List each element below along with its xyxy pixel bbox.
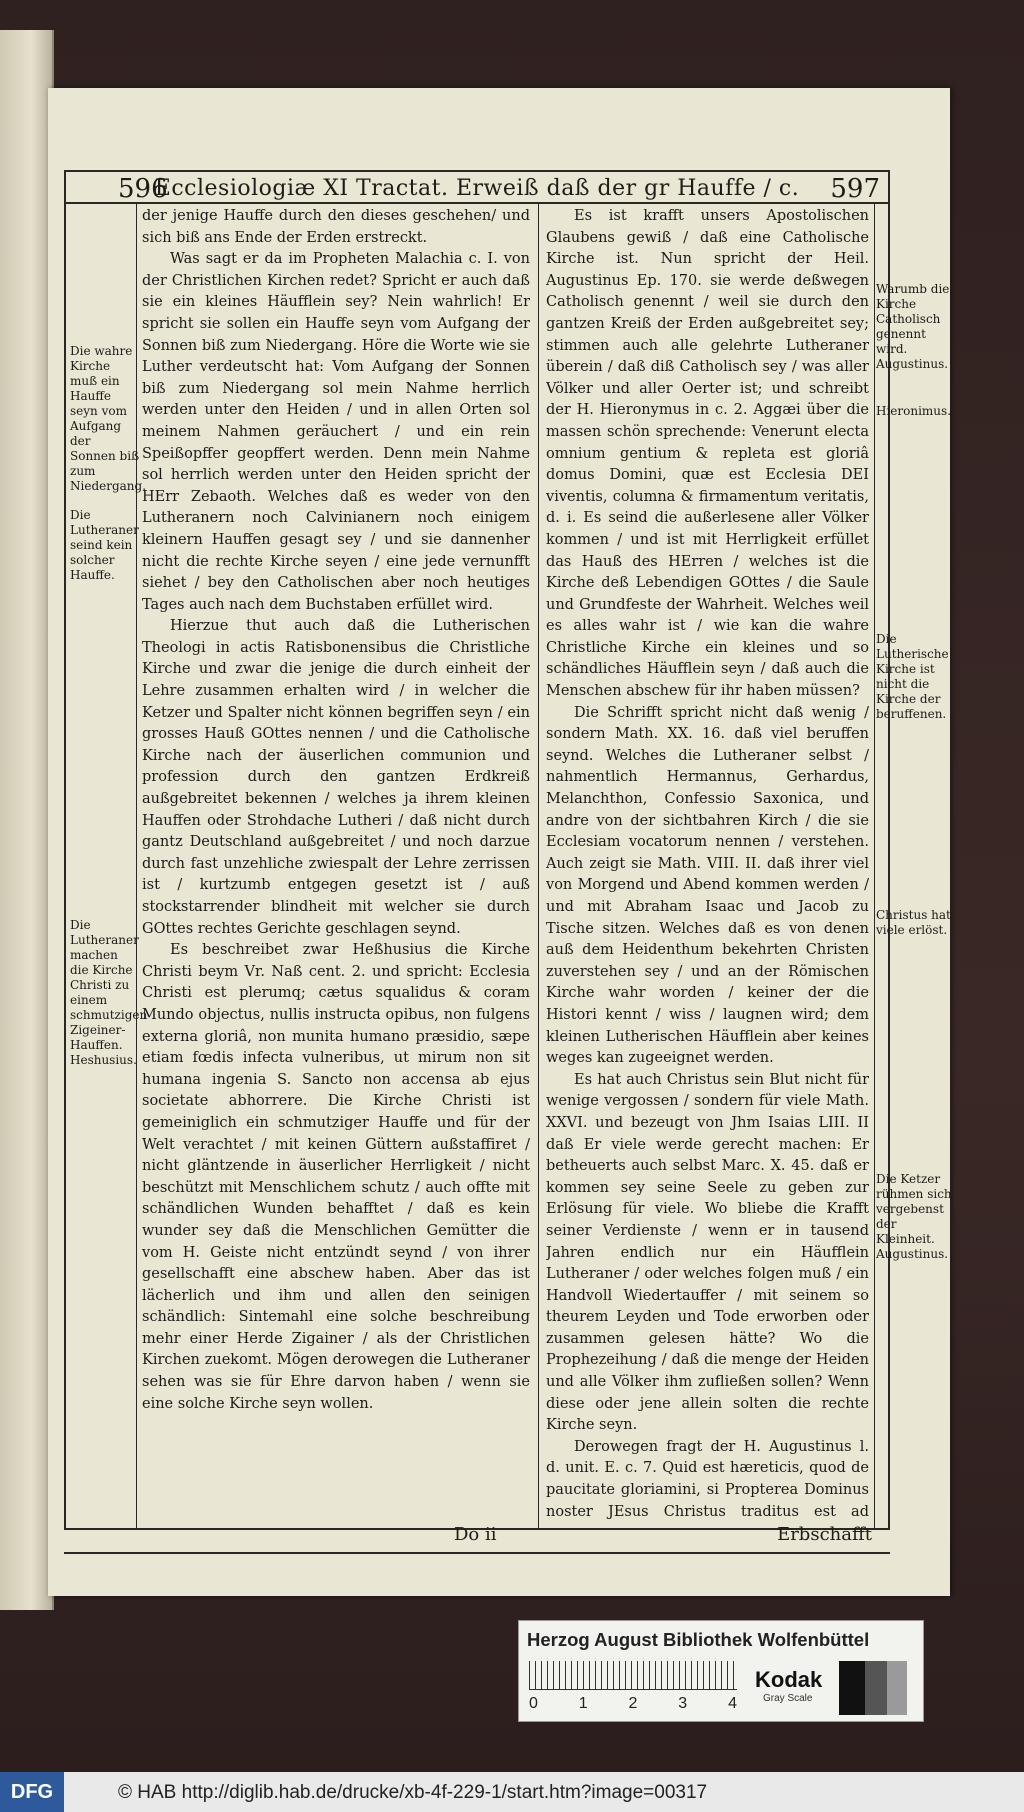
copyright-link[interactable]: © HAB http://diglib.hab.de/drucke/xb-4f-229-1/start.htm?image=00317 [118, 1782, 708, 1803]
margin-note-right: Hieronimus. [876, 404, 952, 418]
library-name: Herzog August Bibliothek Wolfenbüttel [527, 1629, 870, 1650]
facing-page-edge [0, 30, 54, 1610]
page-number-left: 596 [118, 174, 168, 204]
ruler-labels [529, 1695, 737, 1713]
gray-scale-label: Gray Scale [763, 1693, 813, 1704]
paragraph: Es beschreibet zwar Heßhusius die Kirche Christi beym Vr. Naß cent. 2. und spricht: Ecclesia Christi est plerumq; cætus squalidus & coram Mundo objectus, nullis instructa opibus, non fulgens externa gloriâ, non munita humano præsidio, sæpe etiam fœdis infecta vulneribus, ut mirum non sit humana ingenia S. Sancto non accensa ab ejus societate abhorrere. Die Kirche Christi ist gemeiniglich ein schmutziger Hauffe und für der Welt verachtet / mit keinen Güttern außstaffiret / nicht gläntzende in äuserlicher Herrligkeit / nicht beschützt mit Menschlichem schutz / auch offte mit schändlichen Wunden behafftet / daß es kein wunder sey daß die Menschlichen Gemütter die vom H. Geiste nicht entzündt seynd / von ihrer gesellschafft eine abschew haben. Aber das ist lächerlich und ihm und allen den seinigen schändlich: Sintemahl eine solche beschreibung mehr einer Herde Zigainer / als der Christlichen Kirchen zuekomt. Mögen derowegen die Lutheraner sehen was sie für Ehre darvon haben / wenn sie eine solche Kirche seyn wollen. [142, 942, 530, 1412]
page-footer [64, 1518, 890, 1552]
gray-swatch-dark [839, 1661, 865, 1715]
margin-note-right: Christus hat viele erlöst. [876, 908, 951, 937]
column-rule [538, 202, 539, 1528]
page-header [66, 172, 888, 204]
dfg-logo[interactable]: DFG [0, 1772, 64, 1812]
paragraph: der jenige Hauffe durch den dieses geschehen/ und sich biß ans Ende der Erden erstreckt. [142, 208, 530, 246]
text-frame [64, 170, 952, 1530]
margin-note-left: Die Lutheraner seind kein solcher Hauffe. [70, 508, 139, 582]
page-number-right: 597 [830, 174, 880, 204]
margin-note-right: Warumb die Kirche Catholisch genennt wird. Augustinus. [876, 282, 950, 371]
left-text-column [142, 206, 530, 1520]
ruler-label: 1 [578, 1695, 588, 1712]
margin-note-left: Die wahre Kirche muß ein Hauffe seyn vom Aufgang der Sonnen biß zum Niedergang. [70, 344, 147, 493]
margin-note-left: Die Lutheraner machen die Kirche Christi zu einem schmutzigen Zigeiner-Hauffen. Heshusius. [70, 918, 148, 1067]
color-scale-card [518, 1620, 924, 1722]
ruler-label: 3 [678, 1695, 688, 1712]
catchword: Erbschafft [777, 1524, 872, 1545]
paragraph: Es ist krafft unsers Apostolischen Glaubens gewiß / daß eine Catholische Kirche ist. Nun spricht der Heil. Augustinus Ep. 170. sie werde deßwegen Catholisch genennt / weil sie durch den gantzen Kreiß der Erden außgebreitet sey; stimmen auch alle gelehrte Lutheraner überein / daß diß Catholisch sey / was aller Völker und aller Oerter ist; und schreibt der H. Hieronymus in c. 2. Aggæi über die massen schön sprechende: Venerunt electa omnium gentium & repleta est gloriâ domus Domini, quæ est Ecclesia DEI viventis, columna & firmamentum veritatis, d. i. Es seind die außerlesene aller Völker kommen / und ist mit Herrligkeit erfüllet das Hauß des HErren / welches ist die Kirche deß Lebendigen GOttes / die Saule und Grundfeste der Wahrheit. Welches weil es alles wahr ist / wie kan die wahre Christliche Kirche ein kleines und so schändliches Häufflein seyn / daß auch die Menschen abschew für ihr haben müssen? [546, 208, 869, 700]
signature-mark: Do ii [454, 1524, 497, 1545]
paragraph: Was sagt er da im Propheten Malachia c. I. von der Christlichen Kirchen redet? Spricht er auch daß sie ein kleines Häufflein sey? Nein wahrlich! Er spricht sie sollen ein Hauffe seyn vom Aufgang der Sonnen biß zum Niedergang. Höre die Worte wie sie Luther verdeutscht hat: Vom Aufgang der Sonnen biß zum Niedergang sol mein Nahme herrlich werden unter den Heiden / und in allen Orten sol meinem Nahmen geräuchert / und ein rein Speißopffer geopffert werden. Denn mein Nahme sol herrlich werden unter den Heiden spricht der HErr Zebaoth. Welches daß es weder von den Lutheranern noch Calvinianern noch einigem kleinern Hauffen gesagt sey / und sie dannenher nicht die rechte Kirche seyen / eine jede vernunfft siehet / bey den Catholischen aber noch heutiges Tages auch nach dem Buchstaben erfüllet wird. [142, 251, 530, 613]
right-text-column [546, 206, 869, 1520]
margin-note-right: Die Lutherische Kirche ist nicht die Kirche der beruffenen. [876, 632, 949, 721]
paragraph: Hierzue thut auch daß die Lutherischen Theologi in actis Ratisbonensibus die Christliche Kirche und zwar die jenige die durch einheit der Lehre zusammen erhalten wird / in welcher die Ketzer und Spalter nicht können begriffen seyn / ein grosses Hauß GOttes nennen / und die Catholische Kirche nach der äuserlichen communion und profession durch den gantzen Erdkreiß außgebreitet bekennen / welches ja ihrem kleinen Hauffen oder Strohdache Lutheri / daß nicht durch gantz Deutschland außgebreitet / und noch darzue durch fast unzehliche zwiespalt der Lehre zerrissen ist / kurtzumb entgegen gesetzt ist / auß stockstarrender blindheit mit welcher sie durch GOttes rechtes Gerichte geschlagen seynd. [142, 618, 530, 937]
gray-swatch-light [887, 1661, 907, 1715]
gray-swatch-mid [865, 1661, 887, 1715]
ruler-label: 2 [628, 1695, 638, 1712]
paragraph: Die Schrifft spricht nicht daß wenig / sondern Math. XX. 16. daß viel beruffen seynd. Welches die Lutheraner selbst / nahmentlich Hermannus, Gerhardus, Melanchthon, Confessio Saxonica, und andre von der sichtbahren Kirch / die sie Ecclesiam vocatorum nennen / verstehen. Auch zeigt sie Math. VIII. II. daß ihrer viel von Morgend und Abend kommen werden / und mit Abraham Isaac und Jacob zu Tische sitzen. Welches daß es von denen auß dem Heidenthum bekehrten Christen zuverstehen sey / und an der Römischen Kirche wahr worden / keiner der die Histori kennt / wiss / laugnen wird; dem kleinen Lutherischen Häufflein aber keines weges kan zugeeignet werden. [546, 704, 869, 1067]
paragraph: Derowegen fragt der H. Augustinus l. d. unit. E. c. 7. Quid est hæreticis, quod de paucitate gloriamini, si Propterea Dominus noster JEsus Christus traditus est ad [546, 1438, 869, 1520]
margin-note-right: Die Ketzer rühmen sich vergebenst der Kleinheit. Augustinus. [876, 1172, 952, 1261]
book-page [48, 88, 950, 1596]
measure-ruler [529, 1661, 737, 1690]
paragraph: Es hat auch Christus sein Blut nicht für wenige vergossen / sondern für viele Math. XXVI. und bezeugt von Jhm Isaias LIII. II daß Er viele werde gerecht machen: Er betheuerts auch selbst Marc. X. 45. daß er kommen sey seine Seele zu geben zur Erlösung für viele. Wo bliebe die Krafft seiner Verdienste / wenn er in tausend Jahren endlich nur ein Häufflein Lutheraner / oder welches folgen muß / ein Handvoll Wiedertauffer / mit seinem so theurem Leyden und Tode erworben oder zusammen gelesen hätte? Wo die Prophezeihung / daß die menge der Heiden und alle Völker ihm zufließen sollen? Wenn diese oder jene allein solten die rechte Kirche seyn. [546, 1071, 869, 1434]
footer-rule [64, 1552, 890, 1554]
ruler-label: 0 [529, 1695, 538, 1712]
ruler-label: 4 [728, 1695, 737, 1712]
kodak-logo: Kodak [755, 1667, 823, 1692]
right-margin-rule [874, 202, 875, 1528]
running-title: Ecclesiologiæ XI Tractat. Erweiß daß der gr Hauffe / c. [154, 176, 800, 201]
